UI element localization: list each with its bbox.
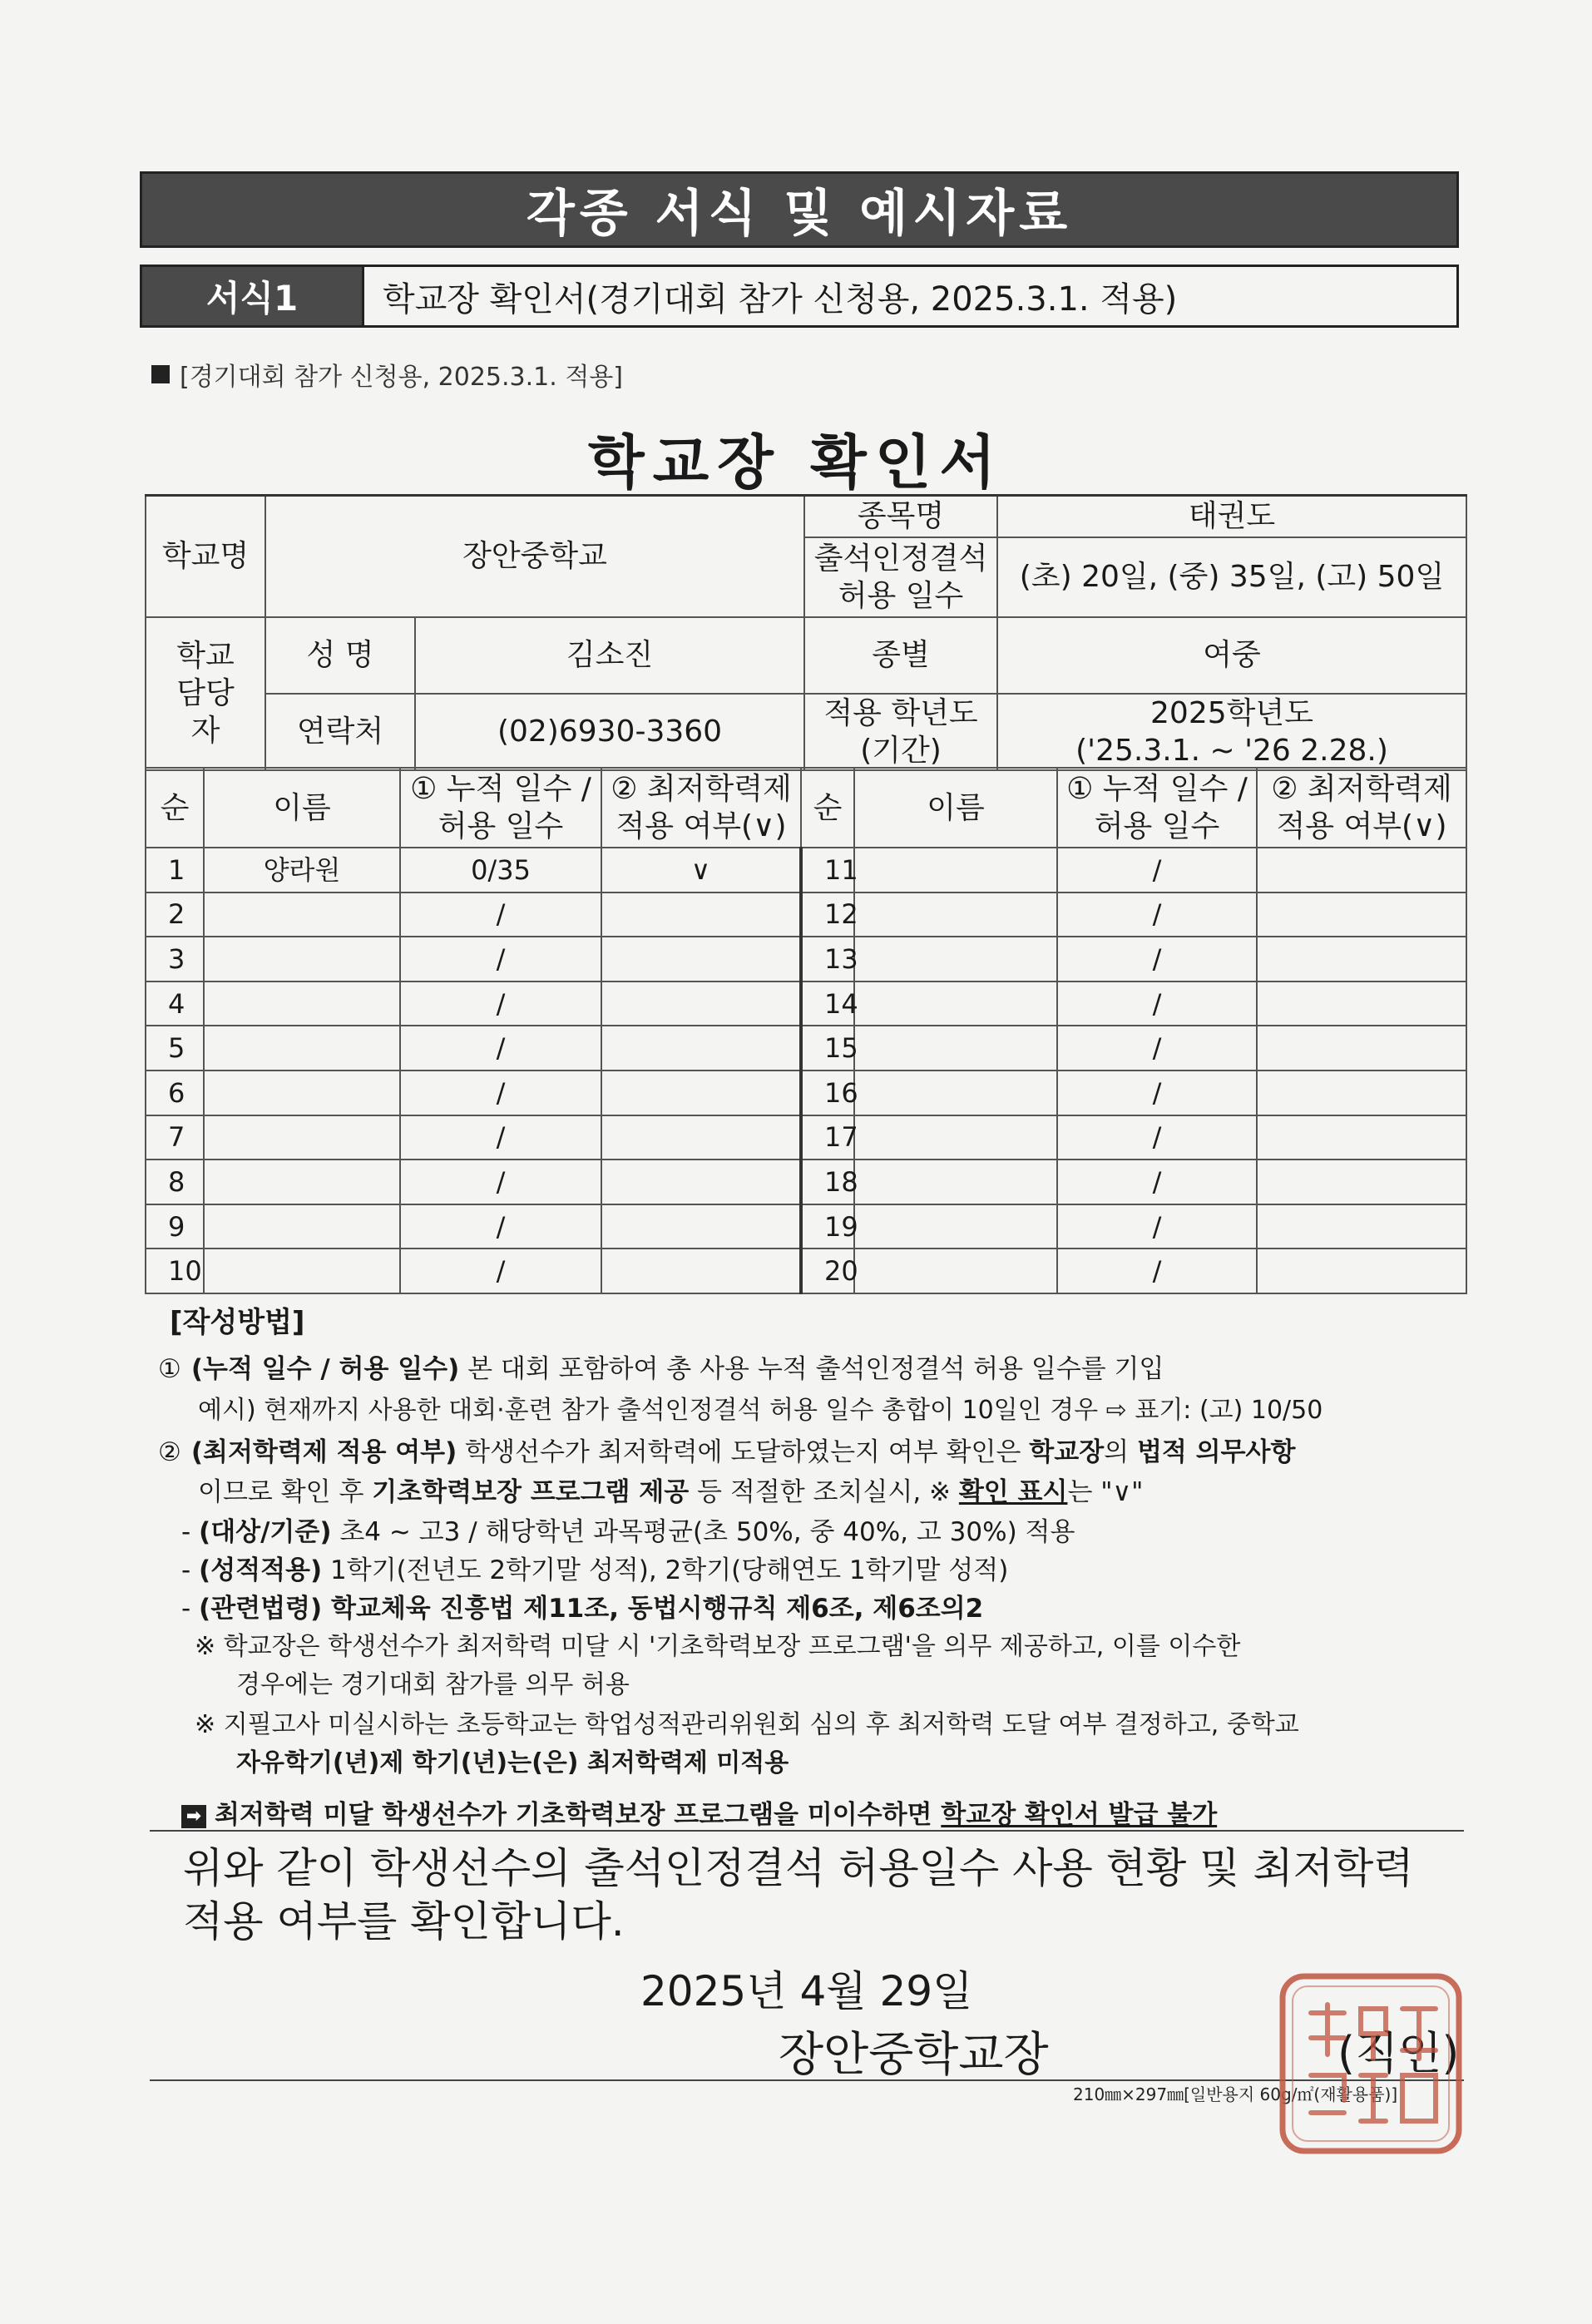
row-number: 1 bbox=[146, 848, 204, 893]
method-item-1-example: 예시) 현재까지 사용한 대회·훈련 참가 출석인정결석 허용 일수 총합이 10일인 경우 ⇨ 표기: (고) 10/50 bbox=[198, 1396, 1323, 1425]
note-text: 지필고사 미실시하는 초등학교는 학업성적관리위원회 심의 후 최저학력 도달 여부 결정하고, 중학교 bbox=[223, 1710, 1299, 1739]
note-mark: ※ bbox=[195, 1710, 216, 1739]
item-underline: 확인 표시 bbox=[958, 1477, 1068, 1507]
allow-label: 출석인정결석 허용 일수 bbox=[804, 537, 997, 617]
seal-label: (직인) bbox=[1337, 2027, 1460, 2079]
row-number: 17 bbox=[801, 1115, 854, 1160]
header-no: 순 bbox=[801, 768, 854, 848]
school-value: 장안중학교 bbox=[265, 496, 804, 617]
student-name-cell bbox=[854, 937, 1057, 982]
days-cell: / bbox=[400, 1204, 601, 1249]
days-cell: / bbox=[400, 1115, 601, 1160]
days-cell: / bbox=[1057, 1026, 1257, 1071]
item-bold: 학교장 bbox=[1029, 1437, 1105, 1467]
check-cell bbox=[1257, 1071, 1466, 1115]
days-cell: / bbox=[400, 1160, 601, 1204]
check-cell bbox=[601, 1160, 801, 1204]
check-cell bbox=[1257, 1204, 1466, 1249]
item-text: 본 대회 포함하여 총 사용 누적 출석인정결석 허용 일수를 기입 bbox=[459, 1354, 1164, 1384]
name-value: 김소진 bbox=[415, 617, 804, 694]
days-cell: / bbox=[1057, 937, 1257, 982]
sport-value: 태권도 bbox=[997, 496, 1466, 537]
table-row bbox=[146, 1026, 1466, 1071]
student-name-cell: 양라원 bbox=[204, 848, 400, 893]
student-name-cell bbox=[854, 1071, 1057, 1115]
row-number: 7 bbox=[146, 1115, 204, 1160]
school-label: 학교명 bbox=[146, 496, 265, 617]
section-banner: 각종 서식 및 예시자료 bbox=[140, 171, 1459, 248]
check-cell bbox=[1257, 848, 1466, 893]
official-seal-icon bbox=[1278, 1971, 1464, 2156]
row-number: 18 bbox=[801, 1160, 854, 1204]
header-name: 이름 bbox=[854, 768, 1057, 848]
table-row bbox=[146, 937, 1466, 982]
bracket-note: [경기대회 참가 신청용, 2025.3.1. 적용] bbox=[180, 363, 623, 392]
days-cell: / bbox=[1057, 1249, 1257, 1293]
note-text: 학교장은 학생선수가 최저학력 미달 시 '기초학력보장 프로그램'을 의무 제공하고, 이를 이수한 bbox=[223, 1632, 1241, 1661]
form-tag: 서식1 bbox=[142, 267, 362, 325]
row-number: 10 bbox=[146, 1249, 204, 1293]
student-name-cell bbox=[854, 1160, 1057, 1204]
item-bold: (대상/기준) bbox=[199, 1517, 332, 1547]
item-text: 는 "∨" bbox=[1067, 1477, 1144, 1507]
student-name-cell bbox=[854, 1204, 1057, 1249]
student-name-cell bbox=[204, 982, 400, 1026]
header-check: ② 최저학력제 적용 여부(∨) bbox=[601, 768, 801, 848]
item-text: 의 bbox=[1104, 1437, 1137, 1467]
item-number: ② bbox=[158, 1437, 181, 1467]
row-number: 9 bbox=[146, 1204, 204, 1249]
table-row bbox=[146, 1071, 1466, 1115]
student-name-cell bbox=[854, 1026, 1057, 1071]
days-cell: / bbox=[1057, 1204, 1257, 1249]
signer-name: 장안중학교장 bbox=[779, 2028, 1049, 2082]
row-number: 14 bbox=[801, 982, 854, 1026]
method-item-1 bbox=[158, 1347, 1164, 1385]
check-cell bbox=[1257, 982, 1466, 1026]
check-cell bbox=[1257, 1115, 1466, 1160]
year-label: 적용 학년도 (기간) bbox=[804, 694, 997, 770]
days-cell: / bbox=[400, 982, 601, 1026]
form-header bbox=[140, 265, 1459, 328]
days-cell: / bbox=[1057, 982, 1257, 1026]
row-number: 12 bbox=[801, 893, 854, 937]
note-2 bbox=[195, 1703, 1299, 1740]
days-cell: / bbox=[400, 937, 601, 982]
contact-value: (02)6930-3360 bbox=[415, 694, 804, 770]
info-table bbox=[145, 494, 1467, 771]
method-sub-2 bbox=[181, 1549, 1008, 1586]
check-cell bbox=[1257, 1160, 1466, 1204]
student-name-cell bbox=[204, 1026, 400, 1071]
days-cell: / bbox=[1057, 1160, 1257, 1204]
bracket-note-line bbox=[151, 356, 623, 393]
allow-value: (초) 20일, (중) 35일, (고) 50일 bbox=[997, 537, 1466, 617]
student-name-cell bbox=[854, 1115, 1057, 1160]
check-cell bbox=[601, 1249, 801, 1293]
student-name-cell bbox=[204, 1160, 400, 1204]
row-number: 3 bbox=[146, 937, 204, 982]
check-cell bbox=[1257, 1249, 1466, 1293]
student-name-cell bbox=[204, 1071, 400, 1115]
warning-text: 최저학력 미달 학생선수가 기초학력보장 프로그램을 미이수하면 bbox=[215, 1800, 942, 1830]
check-cell bbox=[1257, 893, 1466, 937]
days-cell: / bbox=[1057, 848, 1257, 893]
days-cell: / bbox=[1057, 1071, 1257, 1115]
header-days: ① 누적 일수 / 허용 일수 bbox=[400, 768, 601, 848]
check-cell bbox=[601, 1026, 801, 1071]
student-name-cell bbox=[854, 848, 1057, 893]
days-cell: / bbox=[400, 1071, 601, 1115]
days-cell: / bbox=[400, 1249, 601, 1293]
divider-top bbox=[150, 1830, 1464, 1832]
method-sub-3 bbox=[181, 1587, 983, 1624]
row-number: 2 bbox=[146, 893, 204, 937]
student-name-cell bbox=[204, 893, 400, 937]
table-row bbox=[146, 1160, 1466, 1204]
item-number: ① bbox=[158, 1354, 181, 1384]
check-cell bbox=[601, 893, 801, 937]
manager-label: 학교 담당자 bbox=[146, 617, 265, 770]
document-title: 학교장 확인서 bbox=[587, 428, 1005, 497]
days-cell: / bbox=[1057, 1115, 1257, 1160]
dash: - bbox=[181, 1555, 191, 1585]
days-cell: / bbox=[1057, 893, 1257, 937]
item-text: 등 적절한 조치실시, ※ bbox=[689, 1477, 959, 1507]
item-text: 1학기(전년도 2학기말 성적), 2학기(당해연도 1학기말 성적) bbox=[322, 1555, 1009, 1585]
check-cell bbox=[1257, 1026, 1466, 1071]
note-2-cont: 자유학기(년)제 학기(년)는(은) 최저학력제 미적용 bbox=[236, 1748, 789, 1778]
paper-spec: 210㎜×297㎜[일반용지 60g/㎡(재활용품)] bbox=[1073, 2084, 1398, 2104]
check-cell bbox=[1257, 937, 1466, 982]
warning-underline: 학교장 확인서 발급 불가 bbox=[941, 1800, 1218, 1830]
row-number: 16 bbox=[801, 1071, 854, 1115]
student-name-cell bbox=[204, 1249, 400, 1293]
contact-label: 연락처 bbox=[265, 694, 415, 770]
item-bold: (관련법령) 학교체육 진흥법 제11조, 동법시행규칙 제6조, 제6조의2 bbox=[199, 1594, 984, 1624]
check-cell bbox=[601, 982, 801, 1026]
warning-line bbox=[181, 1793, 1217, 1831]
row-number: 8 bbox=[146, 1160, 204, 1204]
item-text: 초4 ~ 고3 / 해당학년 과목평균(초 50%, 중 40%, 고 30%) 적용 bbox=[331, 1517, 1075, 1547]
year-cell bbox=[997, 694, 1466, 770]
period-value: ('25.3.1. ~ '26 2.28.) bbox=[1075, 733, 1388, 768]
header-no: 순 bbox=[146, 768, 204, 848]
table-row bbox=[146, 1249, 1466, 1293]
dash: - bbox=[181, 1517, 191, 1547]
row-number: 19 bbox=[801, 1204, 854, 1249]
method-item-2-cont bbox=[198, 1471, 1143, 1508]
table-row bbox=[146, 1204, 1466, 1249]
header-check: ② 최저학력제 적용 여부(∨) bbox=[1257, 768, 1466, 848]
row-number: 11 bbox=[801, 848, 854, 893]
days-cell: / bbox=[400, 1026, 601, 1071]
confirmation-text: 위와 같이 학생선수의 출석인정결석 허용일수 사용 현황 및 최저학력 적용 여부를 확인합니다. bbox=[183, 1844, 1414, 1946]
table-row bbox=[146, 893, 1466, 937]
year-value: 2025학년도 bbox=[1150, 695, 1313, 730]
row-number: 15 bbox=[801, 1026, 854, 1071]
student-name-cell bbox=[854, 893, 1057, 937]
check-cell bbox=[601, 1204, 801, 1249]
header-days: ① 누적 일수 / 허용 일수 bbox=[1057, 768, 1257, 848]
item-bold: (성적적용) bbox=[199, 1555, 323, 1585]
student-name-cell bbox=[204, 1204, 400, 1249]
row-number: 13 bbox=[801, 937, 854, 982]
student-name-cell bbox=[854, 1249, 1057, 1293]
check-cell bbox=[601, 937, 801, 982]
form-title: 학교장 확인서(경기대회 참가 신청용, 2025.3.1. 적용) bbox=[362, 267, 1456, 325]
issue-date: 2025년 4월 29일 bbox=[640, 1967, 973, 2015]
check-cell bbox=[601, 1115, 801, 1160]
gender-value: 여중 bbox=[997, 617, 1466, 694]
days-cell: 0/35 bbox=[400, 848, 601, 893]
table-row bbox=[146, 1115, 1466, 1160]
row-number: 20 bbox=[801, 1249, 854, 1293]
note-1-cont: 경우에는 경기대회 참가를 의무 허용 bbox=[236, 1670, 630, 1699]
row-number: 6 bbox=[146, 1071, 204, 1115]
note-1 bbox=[195, 1625, 1240, 1662]
method-item-2 bbox=[158, 1431, 1295, 1468]
square-bullet-icon bbox=[151, 365, 170, 383]
row-number: 5 bbox=[146, 1026, 204, 1071]
gender-label: 종별 bbox=[804, 617, 997, 694]
item-bold: 법적 의무사항 bbox=[1136, 1437, 1296, 1467]
item-bold: (누적 일수 / 허용 일수) bbox=[190, 1354, 460, 1384]
check-cell: ∨ bbox=[601, 848, 801, 893]
method-title: [작성방법] bbox=[170, 1306, 305, 1339]
table-row bbox=[146, 982, 1466, 1026]
roster-table bbox=[145, 767, 1467, 1294]
item-bold: 기초학력보장 프로그램 제공 bbox=[372, 1477, 690, 1507]
arrow-box-icon: ➡ bbox=[181, 1805, 206, 1828]
check-cell bbox=[601, 1071, 801, 1115]
item-text: 이므로 확인 후 bbox=[198, 1477, 373, 1507]
item-bold: (최저학력제 적용 여부) bbox=[190, 1437, 457, 1467]
note-mark: ※ bbox=[195, 1632, 216, 1661]
table-row bbox=[146, 848, 1466, 893]
sport-label: 종목명 bbox=[804, 496, 997, 537]
method-sub-1 bbox=[181, 1511, 1075, 1548]
name-label: 성 명 bbox=[265, 617, 415, 694]
header-name: 이름 bbox=[204, 768, 400, 848]
student-name-cell bbox=[204, 1115, 400, 1160]
student-name-cell bbox=[854, 982, 1057, 1026]
dash: - bbox=[181, 1594, 191, 1624]
days-cell: / bbox=[400, 893, 601, 937]
row-number: 4 bbox=[146, 982, 204, 1026]
item-text: 학생선수가 최저학력에 도달하였는지 여부 확인은 bbox=[457, 1437, 1030, 1467]
student-name-cell bbox=[204, 937, 400, 982]
